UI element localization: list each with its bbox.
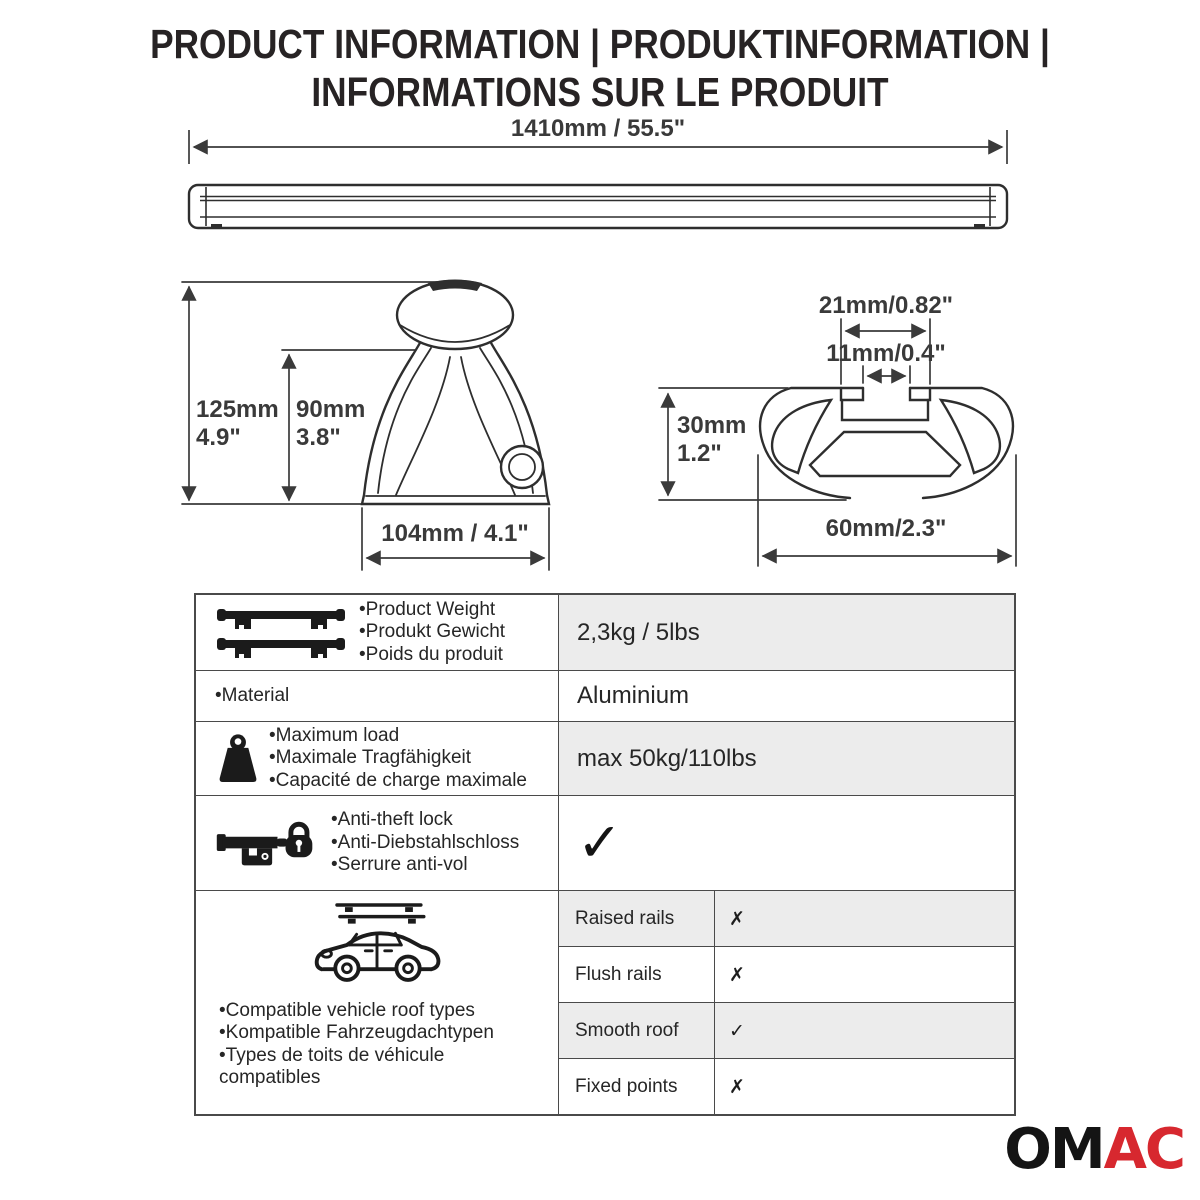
spec-label: •Poids du produit (359, 643, 503, 665)
omac-logo (1004, 1117, 1184, 1182)
value-cell-product-weight (558, 595, 1014, 670)
check-icon: ✓ (577, 811, 623, 874)
dim-foot-height-mm: 125mm (196, 396, 279, 423)
omac-logo-black: OM (1004, 1117, 1104, 1182)
crossbar-profile-section (659, 292, 1016, 566)
spec-label: •Anti-theft lock (331, 809, 453, 831)
table-row-material (196, 670, 1014, 721)
spec-label: •Maximum load (269, 724, 400, 746)
foot-front-view (182, 280, 549, 571)
cross-icon: ✗ (714, 947, 1014, 1002)
value-cell-anti-theft (558, 796, 1014, 890)
label-cell-product-weight (196, 595, 558, 670)
value-cell-maximum-load (558, 722, 1014, 795)
spec-table (194, 593, 1016, 1116)
spec-label: •Material (215, 684, 290, 706)
label-cell-roof-types (196, 891, 558, 1114)
omac-logo-red: AC (1103, 1117, 1184, 1182)
material-value: Aluminium (577, 682, 690, 709)
spec-labels (196, 1000, 558, 1090)
page-title (84, 20, 1116, 117)
spec-label: •Maximale Tragfähigkeit (269, 747, 472, 769)
table-row-anti-theft (196, 795, 1014, 890)
spec-label: •Serrure anti-vol (331, 854, 468, 876)
car-icon-wrap (196, 901, 558, 992)
spec-label: •Produkt Gewicht (359, 621, 506, 643)
check-icon: ✓ (714, 1003, 1014, 1058)
weight-icon (215, 728, 261, 790)
product-weight-value: 2,3kg / 5lbs (577, 618, 700, 646)
label-cell-anti-theft (196, 796, 558, 890)
dim-profile-width: 60mm/2.3" (825, 515, 947, 542)
roof-bars-icon (215, 604, 347, 662)
roof-type-label: Flush rails (575, 963, 662, 985)
spec-label: •Capacité de charge maximale (269, 769, 528, 791)
roof-type-label: Fixed points (575, 1075, 678, 1097)
maximum-load-value: max 50kg/110lbs (577, 744, 757, 772)
dim-slot-outer: 21mm/0.82" (818, 292, 954, 319)
dim-foot-upper-in: 3.8" (296, 424, 341, 451)
dim-foot-width: 104mm / 4.1" (381, 520, 529, 547)
roof-type-label: Raised rails (575, 907, 675, 929)
title-line-2: INFORMATIONS SUR LE PRODUIT (311, 69, 889, 116)
roof-type-row-fixed-points (559, 1058, 1014, 1114)
table-row-maximum-load (196, 721, 1014, 795)
crossbar-top-view (189, 115, 1007, 228)
label-cell-material (196, 671, 558, 721)
car-with-roof-rack-icon (312, 901, 442, 987)
spec-labels (331, 809, 519, 876)
spec-label: •Product Weight (359, 598, 496, 620)
value-cell-material (558, 671, 1014, 721)
spec-labels (269, 725, 527, 792)
dim-slot-inner: 11mm/0.4" (826, 340, 946, 367)
roof-type-label: Smooth roof (575, 1019, 679, 1041)
spec-labels (359, 599, 505, 666)
cross-icon: ✗ (714, 1059, 1014, 1114)
dim-bar-length: 1410mm / 55.5" (510, 115, 686, 142)
label-cell-maximum-load (196, 722, 558, 795)
dim-profile-height-in: 1.2" (677, 440, 722, 467)
table-row-roof-types (196, 890, 1014, 1114)
roof-type-row-smooth-roof (559, 1002, 1014, 1058)
product-diagram (0, 105, 1200, 575)
roof-type-row-flush-rails (559, 946, 1014, 1002)
spec-label: •Anti-Diebstahlschloss (331, 831, 520, 853)
roof-type-row-raised-rails (559, 891, 1014, 946)
table-row-product-weight (196, 595, 1014, 670)
dim-foot-height-in: 4.9" (196, 424, 241, 451)
spec-label: •Compatible vehicle roof types (219, 1000, 475, 1021)
dim-foot-upper-mm: 90mm (296, 396, 366, 423)
dim-profile-height-mm: 30mm (677, 412, 747, 439)
spec-labels (215, 685, 289, 707)
spec-label: •Types de toits de véhicule compatibles (219, 1044, 445, 1089)
cross-icon: ✗ (714, 891, 1014, 946)
roof-type-options (558, 891, 1014, 1114)
lock-icon (215, 815, 315, 871)
title-line-1: PRODUCT INFORMATION | PRODUKTINFORMATION | (150, 21, 1050, 67)
spec-label: •Kompatible Fahrzeugdachtypen (219, 1022, 494, 1044)
